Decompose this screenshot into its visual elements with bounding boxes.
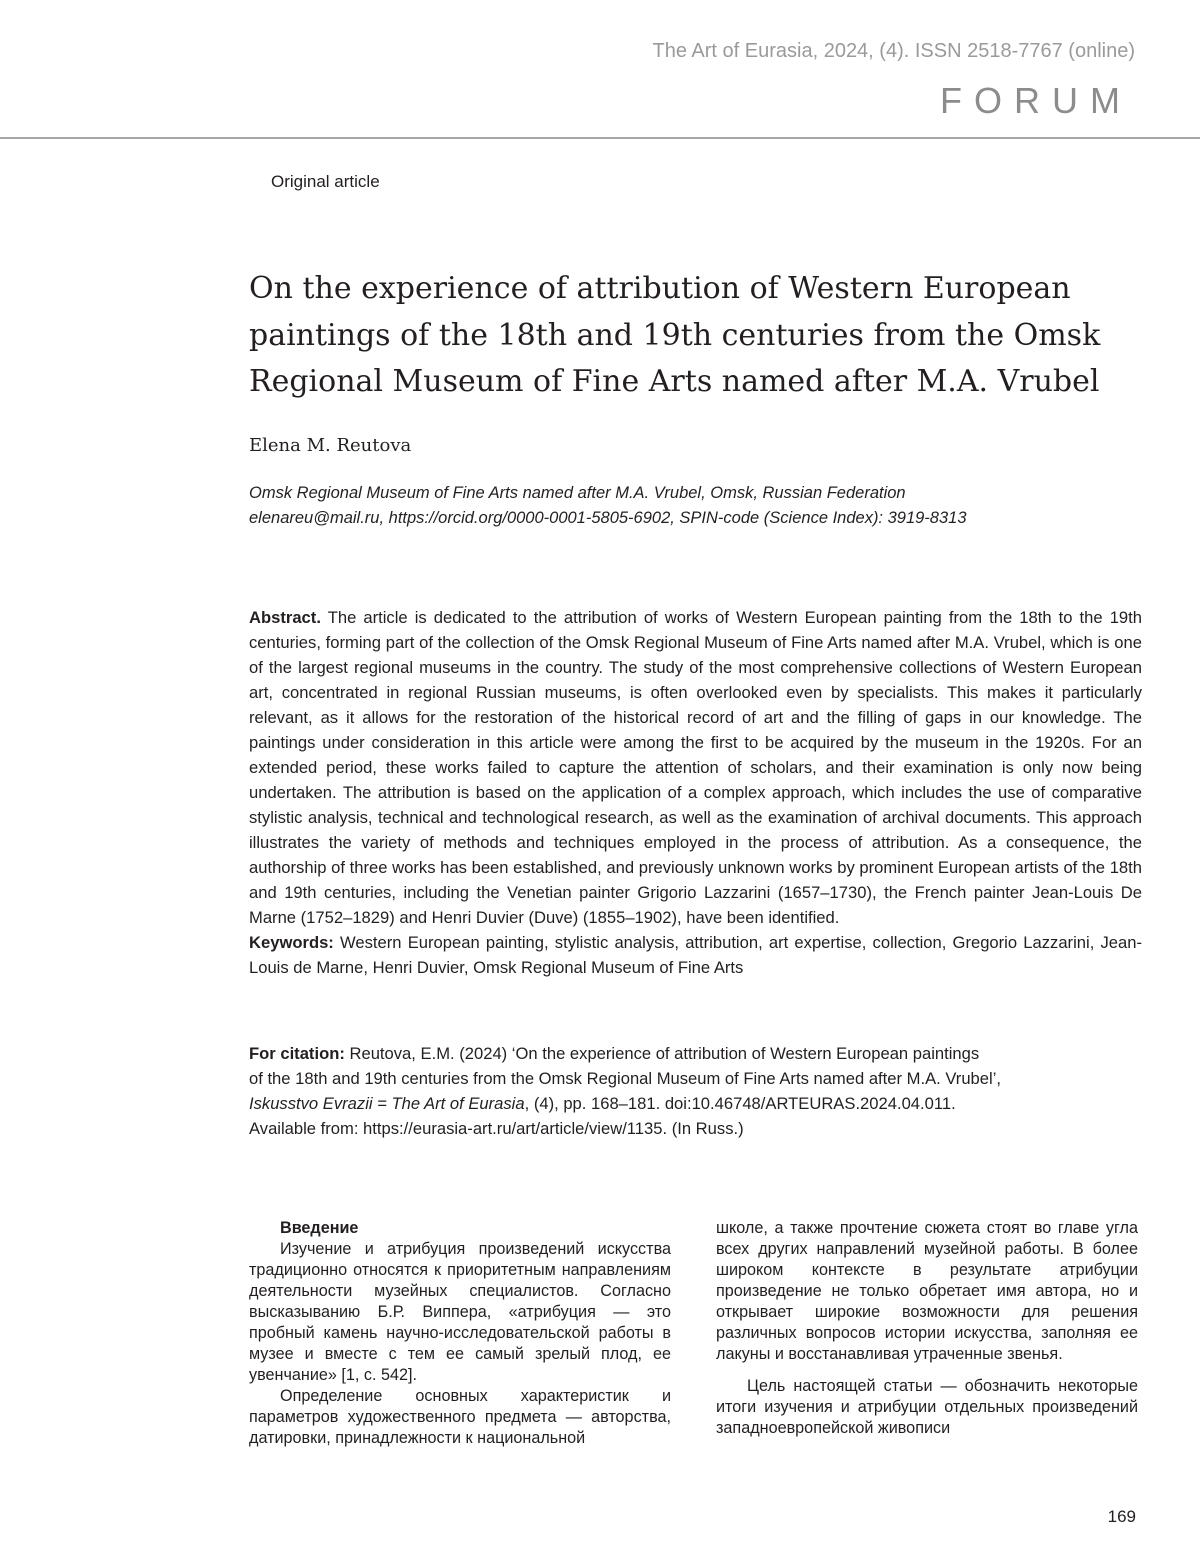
section-name: FORUM [940, 80, 1132, 121]
body-paragraph: Цель настоящей статьи — обозначить некоторые итоги изучения и атрибуции отдельных произведений западноевропейской живописи [716, 1377, 1138, 1437]
abstract-label: Abstract. [249, 608, 321, 627]
body-paragraph: Изучение и атрибуция произведений искусства традиционно относятся к приоритетным направлениям деятельности музейных специалистов. Согласно высказыванию Б.Р. Виппера, «атрибуция — это пробный камень научно-исследовательской работы в музее и вместе с тем ее самый зрелый плод, ее увенчание» [1, с. 542]. [249, 1240, 671, 1384]
citation-line [249, 1041, 1142, 1066]
affiliation-line: Omsk Regional Museum of Fine Arts named after M.A. Vrubel, Omsk, Russian Federation [249, 484, 906, 502]
article-title: On the experience of attribution of Western European paintings of the 18th and 19th centuries from the Omsk Regional Museum of Fine Arts named after M.A. Vrubel [249, 271, 1101, 399]
citation-link-line: Available from: https://eurasia-art.ru/art/article/view/1135. (In Russ.) [249, 1119, 744, 1138]
keywords-label: Keywords: [249, 933, 334, 952]
body-paragraph: школе, а также прочтение сюжета стоят во главе угла всех других направлений музейной работы. В более широком контексте в результате атрибуции произведение не только обретает имя автора, но и открывает широкие возможности для решения различных вопросов истории искусства, заполняя ее лакуны и восстанавливая утраченные звенья. [716, 1219, 1138, 1363]
page-number: 169 [1107, 1507, 1136, 1526]
body-paragraph: Определение основных характеристик и параметров художественного предмета — авторства, датировки, принадлежности к национальной [249, 1387, 671, 1447]
header-divider [0, 137, 1200, 139]
affiliation-block [249, 481, 1149, 531]
journal-info: The Art of Eurasia, 2024, (4). ISSN 2518-7767 (online) [652, 40, 1135, 62]
abstract-text: The article is dedicated to the attribution of works of Western European painting from the 18th to the 19th centuries, forming part of the collection of the Omsk Regional Museum of Fine Arts named after M.A. Vrubel, which is one of the largest regional museums in the country. The study of the most comprehensive collections of Western European art, concentrated in regional Russian museums, is often overlooked even by specialists. This makes it particularly relevant, as it allows for the restoration of the historical record of art and the filling of gaps in our knowledge. The paintings under consideration in this article were among the first to be acquired by the museum in the 1920s. For an extended period, these works failed to capture the attention of scholars, and their examination is only now being undertaken. The attribution is based on the application of a complex approach, which includes the use of comparative stylistic analysis, technical and technological research, as well as the examination of archival documents. This approach illustrates the variety of methods and techniques employed in the process of attribution. As a consequence, the authorship of three works has been established, and previously unknown works by prominent European artists of the 18th and 19th centuries, including the Venetian painter Grigorio Lazzarini (1657–1730), the French painter Jean-Louis De Marne (1752–1829) and Henri Duvier (Duve) (1855–1902), have been identified. [249, 608, 1142, 927]
contact-line: elenareu@mail.ru, https://orcid.org/0000-0001-5805-6902, SPIN-code (Science Index): 3919-8313 [249, 509, 967, 527]
citation-label: For citation: [249, 1044, 345, 1063]
abstract-block [249, 605, 1142, 980]
keywords-text: Western European painting, stylistic analysis, attribution, art expertise, collection, Gregorio Lazzarini, Jean-Louis de Marne, Henri Duvier, Omsk Regional Museum of Fine Arts [249, 933, 1142, 977]
abstract-paragraph [249, 605, 1142, 930]
body-column-left [249, 1218, 671, 1449]
section-heading: Введение [280, 1219, 359, 1237]
citation-line [249, 1091, 1142, 1116]
citation-journal: Iskusstvo Evrazii = The Art of Eurasia [249, 1094, 525, 1113]
keywords-paragraph [249, 930, 1142, 980]
author-name: Elena M. Reutova [249, 435, 412, 456]
article-type: Original article [271, 172, 380, 191]
citation-text: Reutova, E.M. (2024) ‘On the experience of attribution of Western European paintings [344, 1044, 980, 1063]
citation-block [249, 1041, 1142, 1141]
citation-line: of the 18th and 19th centuries from the Omsk Regional Museum of Fine Arts named after M.A. Vrubel’, [249, 1069, 1002, 1088]
body-column-right [716, 1218, 1138, 1439]
citation-text: , (4), pp. 168–181. doi:10.46748/ARTEURAS.2024.04.011. [524, 1094, 956, 1113]
